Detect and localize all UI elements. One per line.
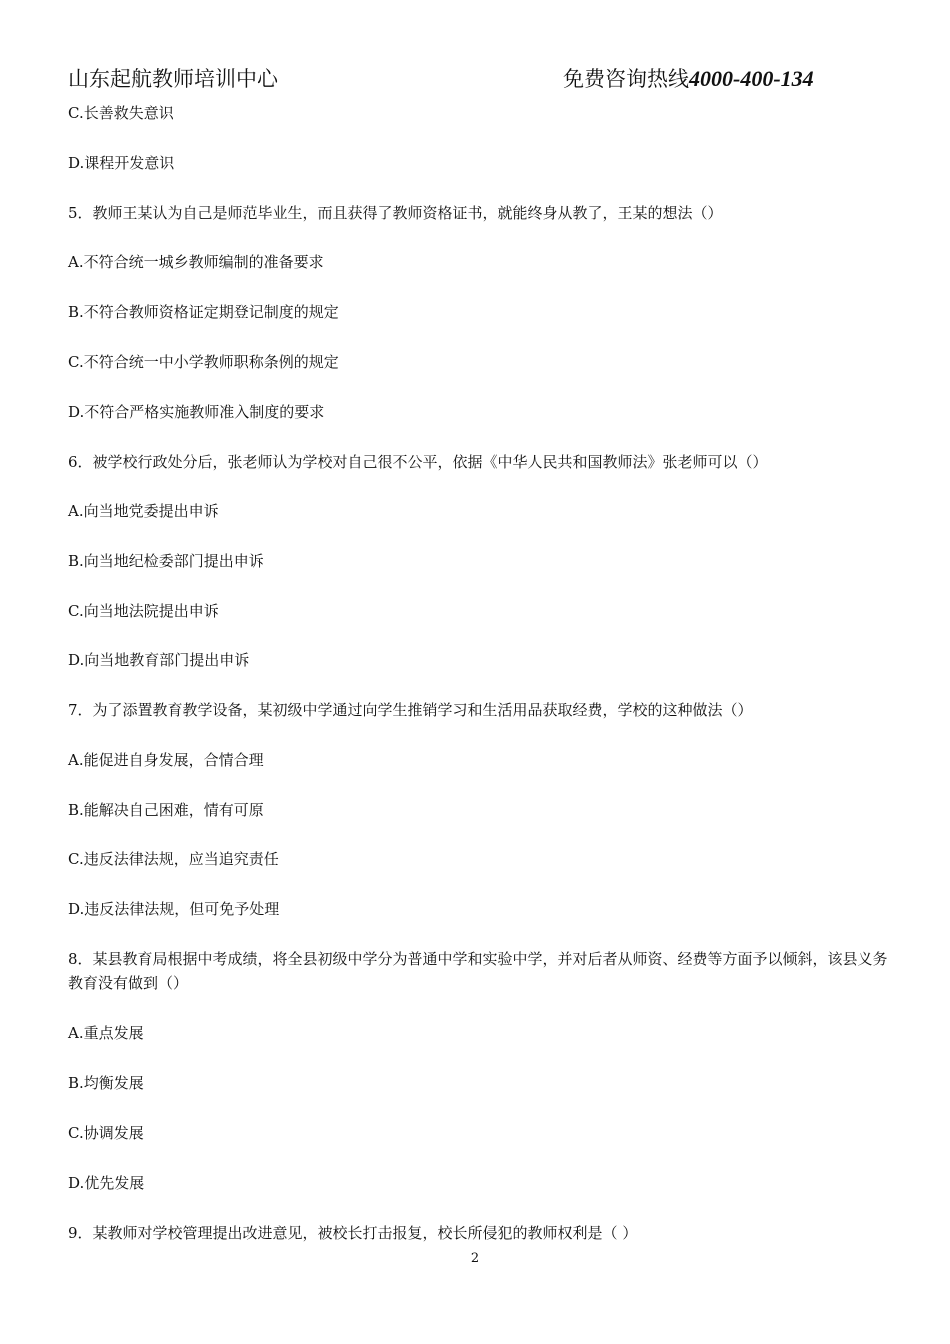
question-line: 7．为了添置教育教学设备，某初级中学通过向学生推销学习和生活用品获取经费，学校的这种做法（） [68,701,753,719]
header-hotline [563,66,814,92]
question-line: 6．被学校行政处分后，张老师认为学校对自己很不公平，依据《中华人民共和国教师法》张老师可以（） [68,453,768,471]
option-line: B.均衡发展 [68,1074,144,1092]
question-line: 9．某教师对学校管理提出改进意见，被校长打击报复，校长所侵犯的教师权利是（ ） [68,1224,638,1242]
option-line: C.长善救失意识 [68,104,174,122]
option-line: A.不符合统一城乡教师编制的准备要求 [68,253,324,271]
option-line: C.向当地法院提出申诉 [68,602,219,620]
option-line: C.协调发展 [68,1124,144,1142]
option-line: D.课程开发意识 [68,154,175,172]
option-line: C.不符合统一中小学教师职称条例的规定 [68,353,339,371]
option-line: A.能促进自身发展，合情合理 [68,751,264,769]
option-line: A.重点发展 [68,1024,144,1042]
header-org-name: 山东起航教师培训中心 [68,67,278,91]
option-line: B.向当地纪检委部门提出申诉 [68,552,264,570]
page-number: 2 [470,1251,480,1266]
option-line: D.不符合严格实施教师准入制度的要求 [68,403,325,421]
option-line: D.向当地教育部门提出申诉 [68,651,250,669]
question-line: 8．某县教育局根据中考成绩，将全县初级中学分为普通中学和实验中学，并对后者从师资、经费等方面予以倾斜，该县义务教育没有做到（） [68,950,888,992]
option-line: D.优先发展 [68,1174,145,1192]
question-line: 5．教师王某认为自己是师范毕业生，而且获得了教师资格证书，就能终身从教了，王某的想法（） [68,204,723,222]
option-line: B.能解决自己困难，情有可原 [68,801,264,819]
option-line: B.不符合教师资格证定期登记制度的规定 [68,303,339,321]
option-line: A.向当地党委提出申诉 [68,502,219,520]
option-line: C.违反法律法规，应当追究责任 [68,850,279,868]
option-line: D.违反法律法规，但可免予处理 [68,900,280,918]
hotline-number: 4000-400-134 [689,66,814,91]
hotline-label: 免费咨询热线 [563,67,689,91]
